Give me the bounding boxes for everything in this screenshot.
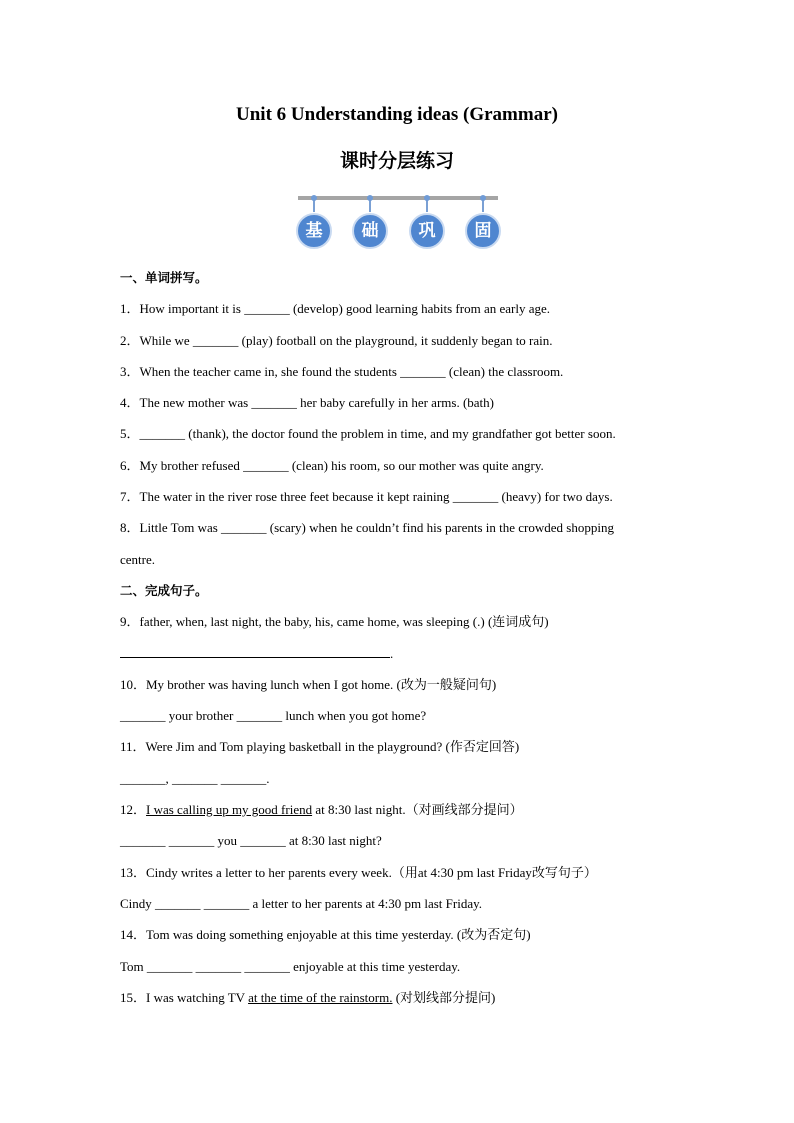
question-13-answer: Cindy _______ _______ a letter to her parents at 4:30 pm last Friday.	[120, 895, 483, 911]
question-7: 7．The water in the river rose three feet because it kept raining _______ (heavy) for two days.	[120, 489, 613, 505]
question-6: 6．My brother refused _______ (clean) his room, so our mother was quite angry.	[120, 457, 544, 473]
question-12	[120, 798, 680, 829]
question-12-rest: at 8:30 last night.（对画线部分提问）	[312, 802, 523, 818]
question-14-answer: Tom _______ _______ _______ enjoyable at this time yesterday.	[120, 958, 461, 974]
question-15	[120, 986, 680, 1017]
question-2: 2．While we _______ (play) football on the playground, it suddenly began to rain.	[120, 332, 553, 348]
question-8-continued: centre.	[120, 551, 156, 567]
question-15-rest: (对划线部分提问)	[392, 989, 496, 1005]
question-4: 4．The new mother was _______ her baby carefully in her arms. (bath)	[120, 395, 494, 411]
banner-circle-3: 巩	[409, 213, 445, 249]
question-10: 10．My brother was having lunch when I got home. (改为一般疑问句)	[120, 676, 497, 692]
question-1: 1．How important it is _______ (develop) good learning habits from an early age.	[120, 301, 550, 317]
question-11: 11．Were Jim and Tom playing basketball in the playground? (作否定回答)	[120, 739, 520, 755]
banner-dot	[367, 195, 373, 201]
banner-dot	[480, 195, 486, 201]
banner-circle-4: 固	[465, 213, 501, 249]
section-heading-sentences: 二、完成句子。	[120, 582, 208, 598]
question-9-answer-line	[120, 642, 680, 673]
question-8: 8．Little Tom was _______ (scary) when he couldn’t find his parents in the crowded shopping	[120, 520, 614, 536]
banner-bar	[298, 196, 498, 200]
question-15-start: 15．I was watching TV	[120, 989, 249, 1005]
page-subtitle: 课时分层练习	[339, 150, 454, 172]
question-10-answer: _______ your brother _______ lunch when you got home?	[120, 708, 427, 724]
section-heading-spelling: 一、单词拼写。	[120, 270, 208, 285]
banner-circle-1: 基	[296, 213, 332, 249]
question-13: 13．Cindy writes a letter to her parents every week.（用at 4:30 pm last Friday改写句子）	[120, 864, 597, 880]
question-15-underlined: at the time of the rainstorm.	[248, 989, 393, 1005]
answer-blank-line	[120, 642, 390, 658]
banner-circle-2: 础	[352, 213, 388, 249]
question-5: 5．_______ (thank), the doctor found the problem in time, and my grandfather got better soon.	[120, 426, 616, 442]
question-12-answer: _______ _______ you _______ at 8:30 last night?	[120, 833, 382, 849]
banner-dot	[311, 195, 317, 201]
banner-dot	[424, 195, 430, 201]
section-banner	[298, 193, 498, 253]
answer-period: .	[390, 645, 394, 661]
question-12-underlined: I was calling up my good friend	[146, 802, 313, 818]
question-3: 3．When the teacher came in, she found the students _______ (clean) the classroom.	[120, 363, 564, 379]
exercise-content	[120, 266, 680, 1017]
question-9: 9．father, when, last night, the baby, his, came home, was sleeping (.) (连词成句)	[120, 614, 549, 630]
question-11-answer: _______, _______ _______.	[120, 770, 270, 786]
question-14: 14．Tom was doing something enjoyable at this time yesterday. (改为否定句)	[120, 927, 531, 943]
question-12-number: 12．	[120, 802, 147, 818]
page-title: Unit 6 Understanding ideas (Grammar)	[236, 104, 558, 125]
